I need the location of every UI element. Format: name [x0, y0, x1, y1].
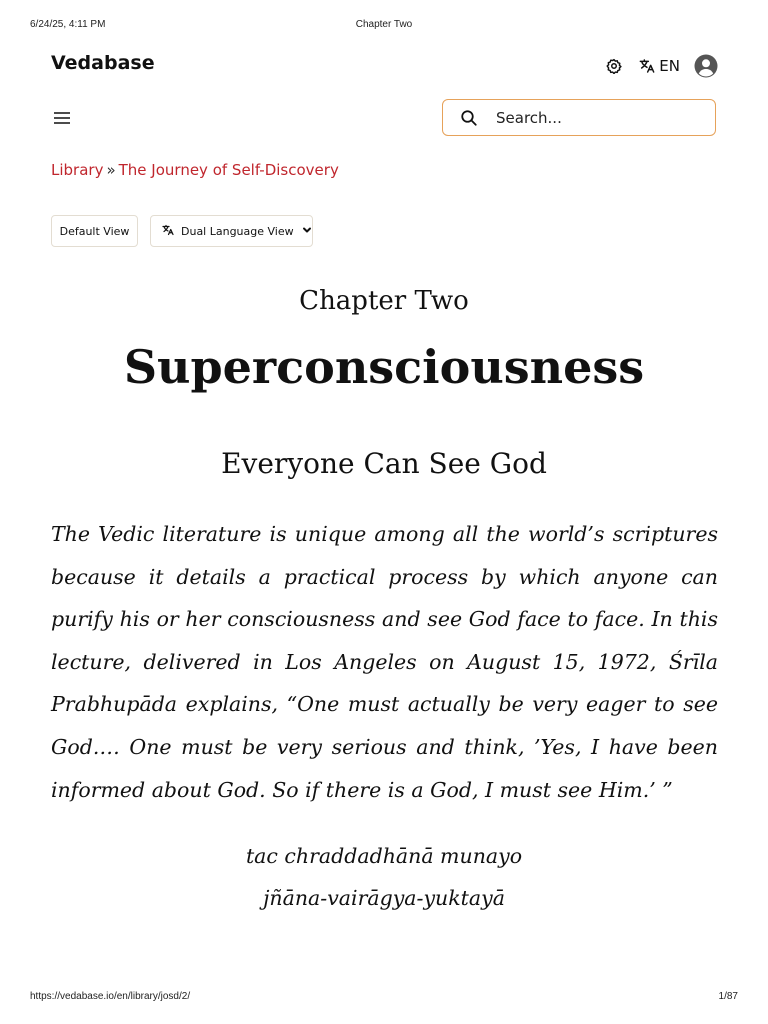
default-view-label: Default View — [59, 224, 130, 238]
language-selector[interactable] — [639, 57, 680, 75]
translate-icon — [162, 224, 174, 239]
page-title: Superconsciousness — [123, 340, 645, 394]
print-url: https://vedabase.io/en/library/josd/2/ — [30, 991, 191, 1002]
verse-line: jñāna-vairāgya-yuktayā — [263, 886, 505, 910]
default-view-button[interactable] — [51, 215, 138, 247]
section-subtitle: Everyone Can See God — [221, 447, 547, 480]
breadcrumb-book[interactable]: The Journey of Self-Discovery — [118, 161, 339, 179]
dual-language-view-button[interactable] — [150, 215, 313, 247]
search-box — [442, 99, 716, 136]
search-input[interactable] — [494, 108, 688, 128]
chevron-down-icon — [302, 225, 312, 238]
gear-icon[interactable] — [605, 57, 623, 75]
breadcrumb — [51, 161, 339, 179]
search-icon[interactable] — [460, 109, 478, 127]
print-page-number: 1/87 — [718, 991, 738, 1002]
chapter-label: Chapter Two — [299, 286, 469, 316]
intro-paragraph: The Vedic literature is unique among all the world’s scriptures because it details a practical process by which anyone can purify his or her consciousness and see God face to face. In this lecture, delivered in Los Angeles on August 15, 1972, Śrīla Prabhupāda explains, “One must actually be very eager to see God.… One must be very serious and think, ’Yes, I have been informed about God. So if there is a God, I must see Him.’ ” — [51, 522, 718, 802]
print-footer — [30, 991, 738, 1005]
breadcrumb-separator: » — [106, 161, 116, 179]
verse-block — [0, 835, 768, 919]
verse-line: tac chraddadhānā munayo — [245, 844, 523, 868]
menu-icon[interactable] — [52, 110, 72, 126]
language-label: EN — [659, 57, 680, 75]
print-page-title: Chapter Two — [355, 19, 413, 30]
dual-view-label: Dual Language View — [181, 224, 294, 238]
print-datetime: 6/24/25, 4:11 PM — [30, 19, 106, 30]
translate-icon — [639, 58, 655, 74]
print-header — [30, 19, 738, 33]
account-icon[interactable] — [694, 54, 718, 78]
header-actions — [605, 53, 718, 79]
breadcrumb-library[interactable]: Library — [51, 161, 104, 179]
brand-logo[interactable]: Vedabase — [51, 52, 155, 74]
